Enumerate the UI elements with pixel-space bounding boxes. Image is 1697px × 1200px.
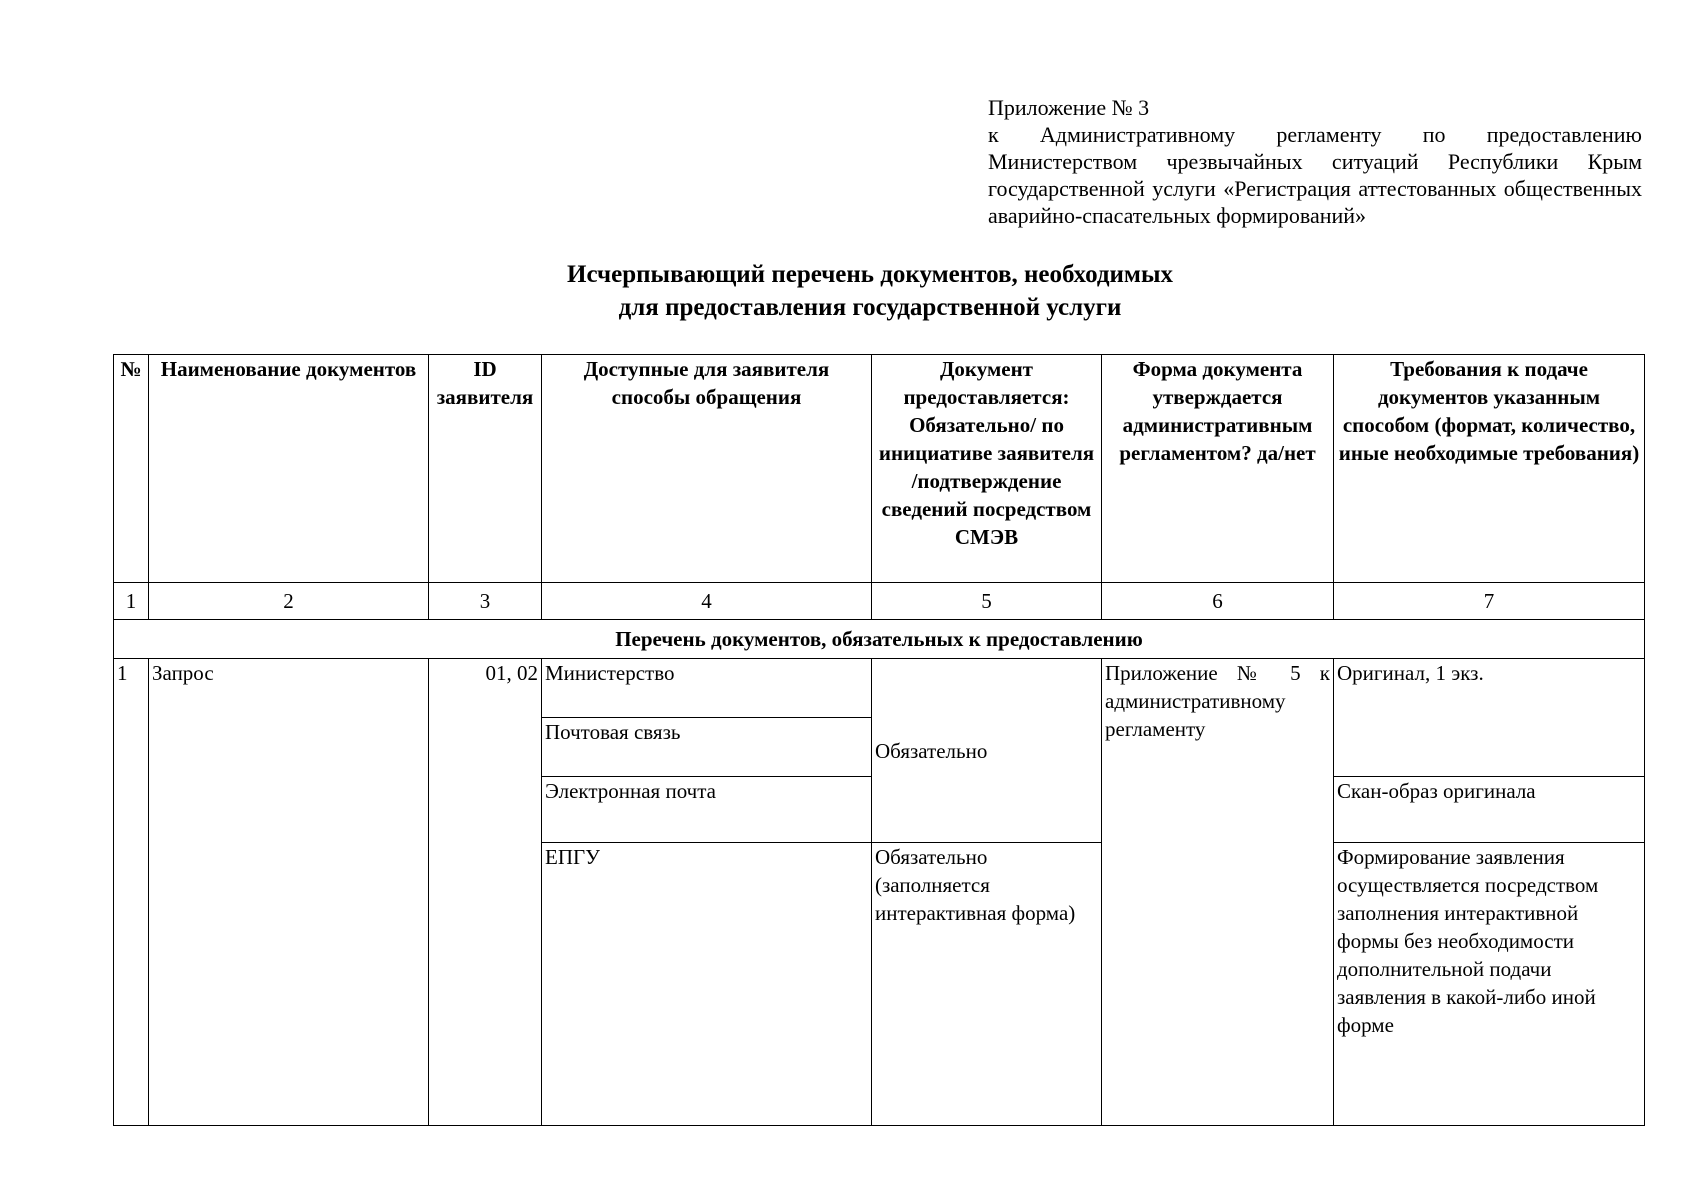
column-number: 4 (542, 583, 872, 620)
page-title (420, 258, 1320, 324)
column-number: 3 (429, 583, 542, 620)
header-id: ID заявителя (429, 355, 542, 583)
header-requirements: Требования к подаче документов указанным способом (формат, количество, иные необходимые требования) (1334, 355, 1645, 583)
appendix-note (988, 94, 1642, 229)
appendix-text: к Административному регламенту по предоставлению Министерством чрезвычайных ситуаций Республики Крым государственной услуги «Регистрация аттестованных общественных аварийно-спасательных формирований» (988, 122, 1642, 228)
req-scan: Скан-образ оригинала (1334, 777, 1645, 843)
header-mandatory: Документ предоставляется: Обязательно/ по инициативе заявителя /подтверждение сведений посредством СМЭВ (872, 355, 1102, 583)
section-row (114, 620, 1645, 659)
column-number: 5 (872, 583, 1102, 620)
header-name: Наименование документов (149, 355, 429, 583)
column-number: 1 (114, 583, 149, 620)
row-mandatory-epgu: Обязательно (заполняется интерактивная форма) (872, 843, 1102, 1126)
column-number: 7 (1334, 583, 1645, 620)
appendix-number: Приложение № 3 (988, 95, 1150, 120)
table-header-row (114, 355, 1645, 583)
table-row (114, 659, 1645, 718)
row-doc-name: Запрос (149, 659, 429, 1126)
documents-table (113, 354, 1645, 1126)
title-line-2: для предоставления государственной услуги (618, 294, 1122, 321)
column-number: 6 (1102, 583, 1334, 620)
req-epgu: Формирование заявления осуществляется посредством заполнения интерактивной формы без необходимости дополнительной подачи заявления в какой-либо иной форме (1334, 843, 1645, 1126)
section-title: Перечень документов, обязательных к предоставлению (114, 620, 1645, 659)
row-form: Приложение № 5 к административному регламенту (1102, 659, 1334, 1126)
req-original: Оригинал, 1 экз. (1334, 659, 1645, 777)
title-line-1: Исчерпывающий перечень документов, необходимых (567, 261, 1173, 288)
header-num: № (114, 355, 149, 583)
row-mandatory: Обязательно (872, 659, 1102, 843)
channel-email: Электронная почта (542, 777, 872, 843)
channel-ministry: Министерство (542, 659, 872, 718)
row-num: 1 (114, 659, 149, 1126)
row-applicant-id: 01, 02 (429, 659, 542, 1126)
header-form: Форма документа утверждается административным регламентом? да/нет (1102, 355, 1334, 583)
header-channels: Доступные для заявителя способы обращения (542, 355, 872, 583)
column-number-row (114, 583, 1645, 620)
column-number: 2 (149, 583, 429, 620)
channel-post: Почтовая связь (542, 718, 872, 777)
channel-epgu: ЕПГУ (542, 843, 872, 1126)
